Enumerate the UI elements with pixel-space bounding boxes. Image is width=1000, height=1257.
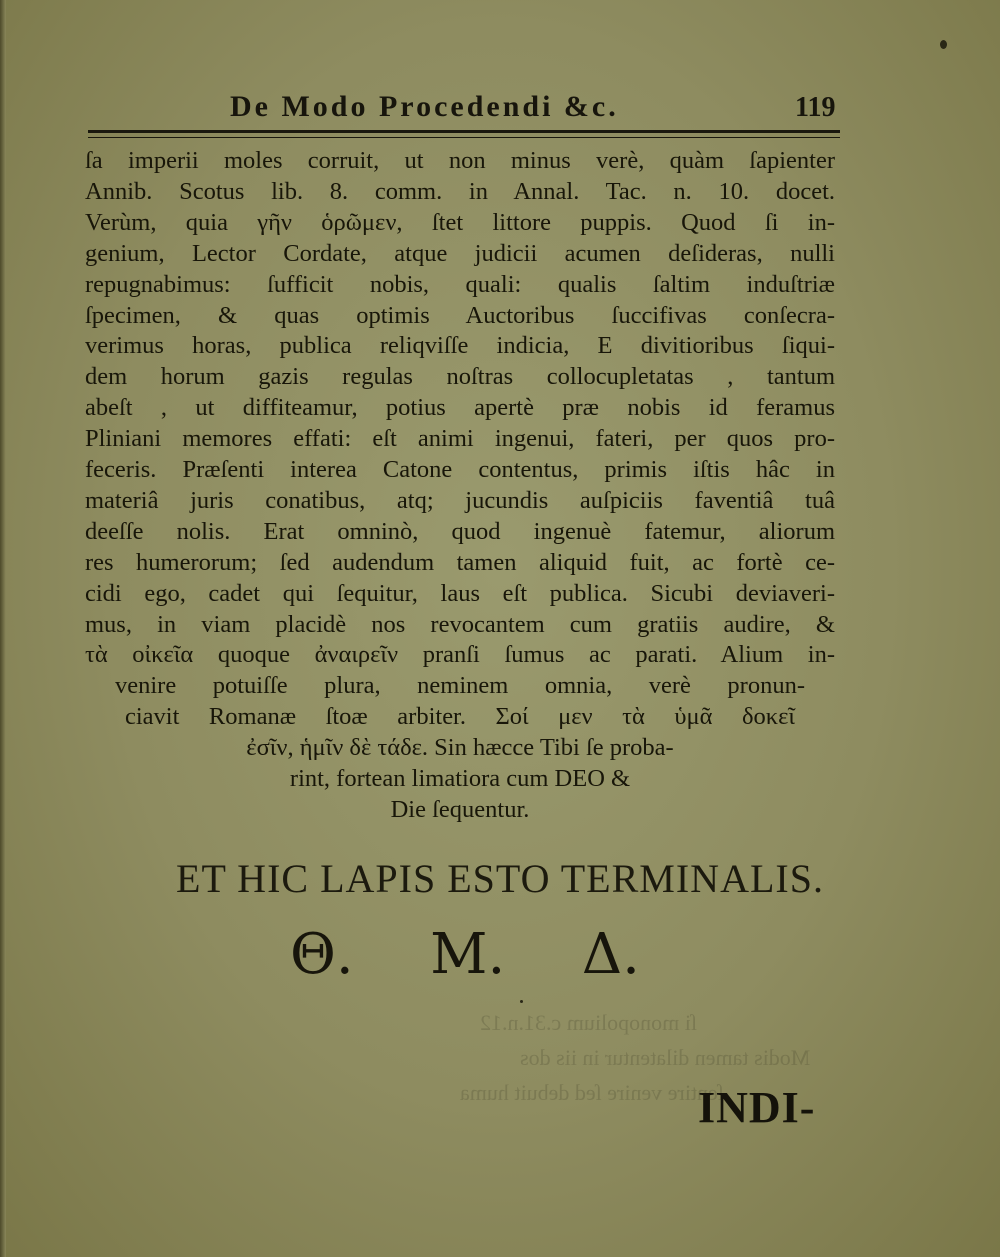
bleed-through-text: ſi monopolium c.31.n.12 [480,1010,697,1035]
text-line: feceris. Præſenti interea Catone contentus, primis iſtis hâc in [85,456,835,483]
text-line: Annib. Scotus lib. 8. comm. in Annal. Tac. n. 10. docet. [85,177,835,205]
text-line: τὰ οἰκεῖα quoque ἀναιρεῖν pranſi ſumus ac parati. Alium in- [85,641,835,669]
running-title: De Modo Procedendi &c. [230,90,619,123]
sigla-delta: Δ. [581,922,640,987]
finis-line: ET HIC LAPIS ESTO TERMINALIS. [176,856,824,901]
text-line: genium, Lector Cordate, atque judicii acumen deſideras, nulli [85,239,835,267]
text-line: repugnabimus: ſufficit nobis, quali: qualis ſaltim induſtriæ [85,270,835,298]
text-line: ſpecimen, & quas optimis Auctoribus ſuccifivas conſecra- [85,301,835,329]
text-line: abeſt , ut diffiteamur, potius apertè præ nobis id feramus [85,394,835,422]
text-line: mus, in viam placidè nos revocantem cum gratiis audire, & [85,610,835,638]
text-line: verimus horas, publica reliqviſſe indicia, E divitioribus ſiqui- [85,332,835,360]
bleed-through-text: ſentire venire ſed debuit huma [460,1080,724,1105]
text-line: venire potuiſſe plura, neminem omnia, verè pronun- [115,672,805,700]
bleed-through-text: Modis tamen dilatentur in iis dos [520,1045,811,1070]
text-line: dem horum gazis regulas noſtras collocupletatas , tantum [85,363,835,391]
ink-spot [940,40,947,49]
page-number: 119 [795,92,836,123]
text-line: ſa imperii moles corruit, ut non minus verè, quàm ſapienter [85,147,835,174]
sigla-m: M. [430,922,506,987]
ink-spot [520,1000,523,1003]
text-line: Die ſequentur. [390,795,530,823]
text-line: res humerorum; ſed audendum tamen aliquid fuit, ac fortè ce- [85,548,835,576]
text-line: ἐσῖν, ἡμῖν δὲ τάδε. Sin hæcce Tibi ſe proba- [246,734,674,762]
catchword: INDI- [698,1083,816,1132]
header-rule [88,130,840,138]
page-edge-shadow [0,0,6,1257]
closing-sigla [290,922,640,987]
text-line: Pliniani memores effati: eſt animi ingenui, fateri, per quos pro- [85,425,835,453]
text-line: rint, fortean limatiora cum DEO & [289,765,631,792]
sigla-theta: Θ. [290,922,354,987]
text-line: deeſſe nolis. Erat omninò, quod ingenuè fatemur, aliorum [85,517,835,545]
text-line: cidi ego, cadet qui ſequitur, laus eſt publica. Sicubi deviaveri- [85,579,835,607]
text-line: Verùm, quia γῆν ὁρῶμεν, ſtet littore puppis. Quod ſi in- [85,208,835,236]
text-line: materiâ juris conatibus, atq; jucundis auſpiciis faventiâ tuâ [85,486,835,514]
text-line: ciavit Romanæ ſtoæ arbiter. Σοί μεν τὰ ὑμᾶ δοκεῖ [125,703,795,731]
